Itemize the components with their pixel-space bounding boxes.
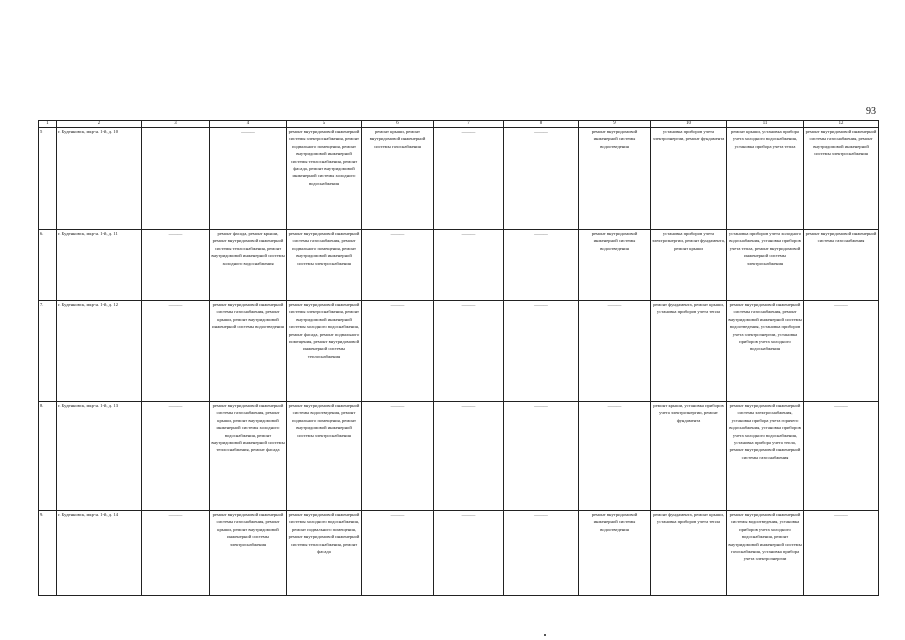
works-cell: ремонт внутридомовой инженерной системы водоотведения — [579, 128, 651, 230]
column-number: 4 — [210, 121, 287, 128]
column-number: 6 — [362, 121, 434, 128]
works-cell: ——— — [504, 301, 579, 402]
works-cell: ——— — [142, 301, 210, 402]
column-number: 11 — [727, 121, 804, 128]
works-cell: ремонт крыши, установка прибора учета холодного водоснабжения, установка прибора учета тепла — [727, 128, 804, 230]
repair-schedule-table — [38, 120, 879, 596]
table-row — [39, 511, 879, 596]
works-cell: ——— — [210, 128, 287, 230]
works-cell: ремонт внутридомовой инженерной системы водоотведения, установка приборов учета холодного водоснабжения, ремонт внутридомовой инженерной системы газоснабжения, установка прибора учета электроэнергии — [727, 511, 804, 596]
works-cell: ——— — [504, 230, 579, 301]
row-number: 7. — [39, 301, 57, 402]
address-cell: г. Буденновск, мкр-н. 1-й, д. 11 — [57, 230, 142, 301]
works-cell: ремонт внутридомовой инженерной системы электроснабжения, ремонт подвального помещения, ремонт внутридомовой инженерной системы теплоснабжения, ремонт фасада, ремонт внутридомовой инженерной системы холодного водоснабжения — [287, 128, 362, 230]
works-cell: ремонт внутридомовой инженерной системы водоотведения — [579, 230, 651, 301]
row-number: 5 — [39, 128, 57, 230]
works-cell: ——— — [434, 128, 504, 230]
works-cell: ремонт крыши, установка приборов учета электроэнергии, ремонт фундамента — [651, 402, 727, 511]
row-number: 6. — [39, 230, 57, 301]
works-cell: установка приборов учета электроэнергии, ремонт фундамента, ремонт крыши — [651, 230, 727, 301]
column-number: 5 — [287, 121, 362, 128]
works-cell: ——— — [142, 511, 210, 596]
works-cell: ремонт внутридомовой инженерной системы электроснабжения, ремонт внутридомовой инженерной системы холодного водоснабжения, ремонт фасада, ремонт подвального помещения, ремонт внутридомовой инженерной системы теплоснабжения — [287, 301, 362, 402]
column-number: 3 — [142, 121, 210, 128]
works-cell: ——— — [362, 230, 434, 301]
works-cell: ремонт внутридомовой инженерной системы газоснабжения, ремонт подвального помещения, ремонт внутридомовой инженерной системы электроснабжения — [287, 230, 362, 301]
works-cell: ремонт крыши, ремонт внутридомовой инженерной системы газоснабжения — [362, 128, 434, 230]
works-cell: ремонт внутридомовой инженерной системы холодного водоснабжения, ремонт подвального помещения, ремонт внутридомовой инженерной системы теплоснабжения, ремонт фасада — [287, 511, 362, 596]
row-number: 9. — [39, 511, 57, 596]
column-number: 7 — [434, 121, 504, 128]
works-cell: ——— — [579, 402, 651, 511]
works-cell: ——— — [362, 402, 434, 511]
column-number: 8 — [504, 121, 579, 128]
works-cell: ремонт внутридомовой инженерной системы газоснабжения — [804, 230, 879, 301]
table-row — [39, 301, 879, 402]
works-cell: ——— — [434, 301, 504, 402]
works-cell: ——— — [804, 301, 879, 402]
works-cell: ремонт внутридомовой инженерной системы газоснабжения, ремонт крыши, ремонт внутридомовой инженерной системы водоотведения — [210, 301, 287, 402]
works-cell: ремонт внутридомовой инженерной системы газоснабжения, ремонт крыши, ремонт внутридомовой инженерной системы электроснабжения — [210, 511, 287, 596]
address-cell: г. Буденновск, мкр-н. 1-й, д. 14 — [57, 511, 142, 596]
column-number: 9 — [579, 121, 651, 128]
works-cell: ——— — [434, 402, 504, 511]
address-cell: г. Буденновск, мкр-н. 1-й, д. 13 — [57, 402, 142, 511]
works-cell: ремонт внутридомовой инженерной системы водоотведения, ремонт подвального помещения, ремонт внутридомовой инженерной системы электроснабжения — [287, 402, 362, 511]
address-cell: г. Буденновск, мкр-н. 1-й, д. 10 — [57, 128, 142, 230]
works-cell: ремонт внутридомовой инженерной системы газоснабжения, ремонт крыши, ремонт внутридомовой инженерной системы холодного водоснабжения, ремонт внутридомовой инженерной системы теплоснабжения, ремонт фасада — [210, 402, 287, 511]
works-cell: ——— — [142, 402, 210, 511]
works-cell: ремонт фундамента, ремонт крыши, установка приборов учета тепла — [651, 511, 727, 596]
column-number-row — [39, 121, 879, 128]
address-cell: г. Буденновск, мкр-н. 1-й, д. 12 — [57, 301, 142, 402]
works-cell: ——— — [804, 511, 879, 596]
works-cell: ремонт внутридомовой инженерной системы электроснабжения, установка прибора учета горячего водоснабжения, установка приборов учета холодного водоснабжения, установка прибора учета тепла, ремонт внутридомовой инженерной системы газоснабжения — [727, 402, 804, 511]
table-row — [39, 128, 879, 230]
column-number: 10 — [651, 121, 727, 128]
page-number: 93 — [866, 106, 876, 117]
table-row — [39, 230, 879, 301]
works-cell: установка приборов учета холодного водоснабжения, установка приборов учета тепла, ремонт внутридомовой инженерной системы электроснабжения — [727, 230, 804, 301]
works-cell: ремонт фундамента, ремонт крыши, установка приборов учета тепла — [651, 301, 727, 402]
column-number: 12 — [804, 121, 879, 128]
works-cell: ——— — [804, 402, 879, 511]
works-cell: ——— — [434, 230, 504, 301]
works-cell — [142, 128, 210, 230]
works-cell: ремонт фасада, ремонт крыши, ремонт внутридомовой инженерной системы теплоснабжения, ремонт внутридомовой инженерной системы холодного водоснабжения — [210, 230, 287, 301]
column-number: 1 — [39, 121, 57, 128]
works-cell: ——— — [504, 402, 579, 511]
scan-speck — [544, 634, 546, 636]
works-cell: ремонт внутридомовой инженерной системы водоотведения — [579, 511, 651, 596]
table-row — [39, 402, 879, 511]
works-cell: ——— — [362, 511, 434, 596]
works-cell: ремонт внутридомовой инженерной системы газоснабжения, ремонт внутридомовой инженерной системы электроснабжения — [804, 128, 879, 230]
works-cell: ——— — [434, 511, 504, 596]
works-cell: ——— — [362, 301, 434, 402]
column-number: 2 — [57, 121, 142, 128]
works-cell: ——— — [579, 301, 651, 402]
row-number: 8. — [39, 402, 57, 511]
works-cell: ——— — [504, 511, 579, 596]
works-cell: ——— — [504, 128, 579, 230]
works-cell: установка приборов учета электроэнергии, ремонт фундамента — [651, 128, 727, 230]
works-cell: ——— — [142, 230, 210, 301]
works-cell: ремонт внутридомовой инженерной системы газоснабжения, ремонт внутридомовой инженерной системы водоотведения, установка приборов учета электроэнергии, установка приборов учета холодного водоснабжения — [727, 301, 804, 402]
